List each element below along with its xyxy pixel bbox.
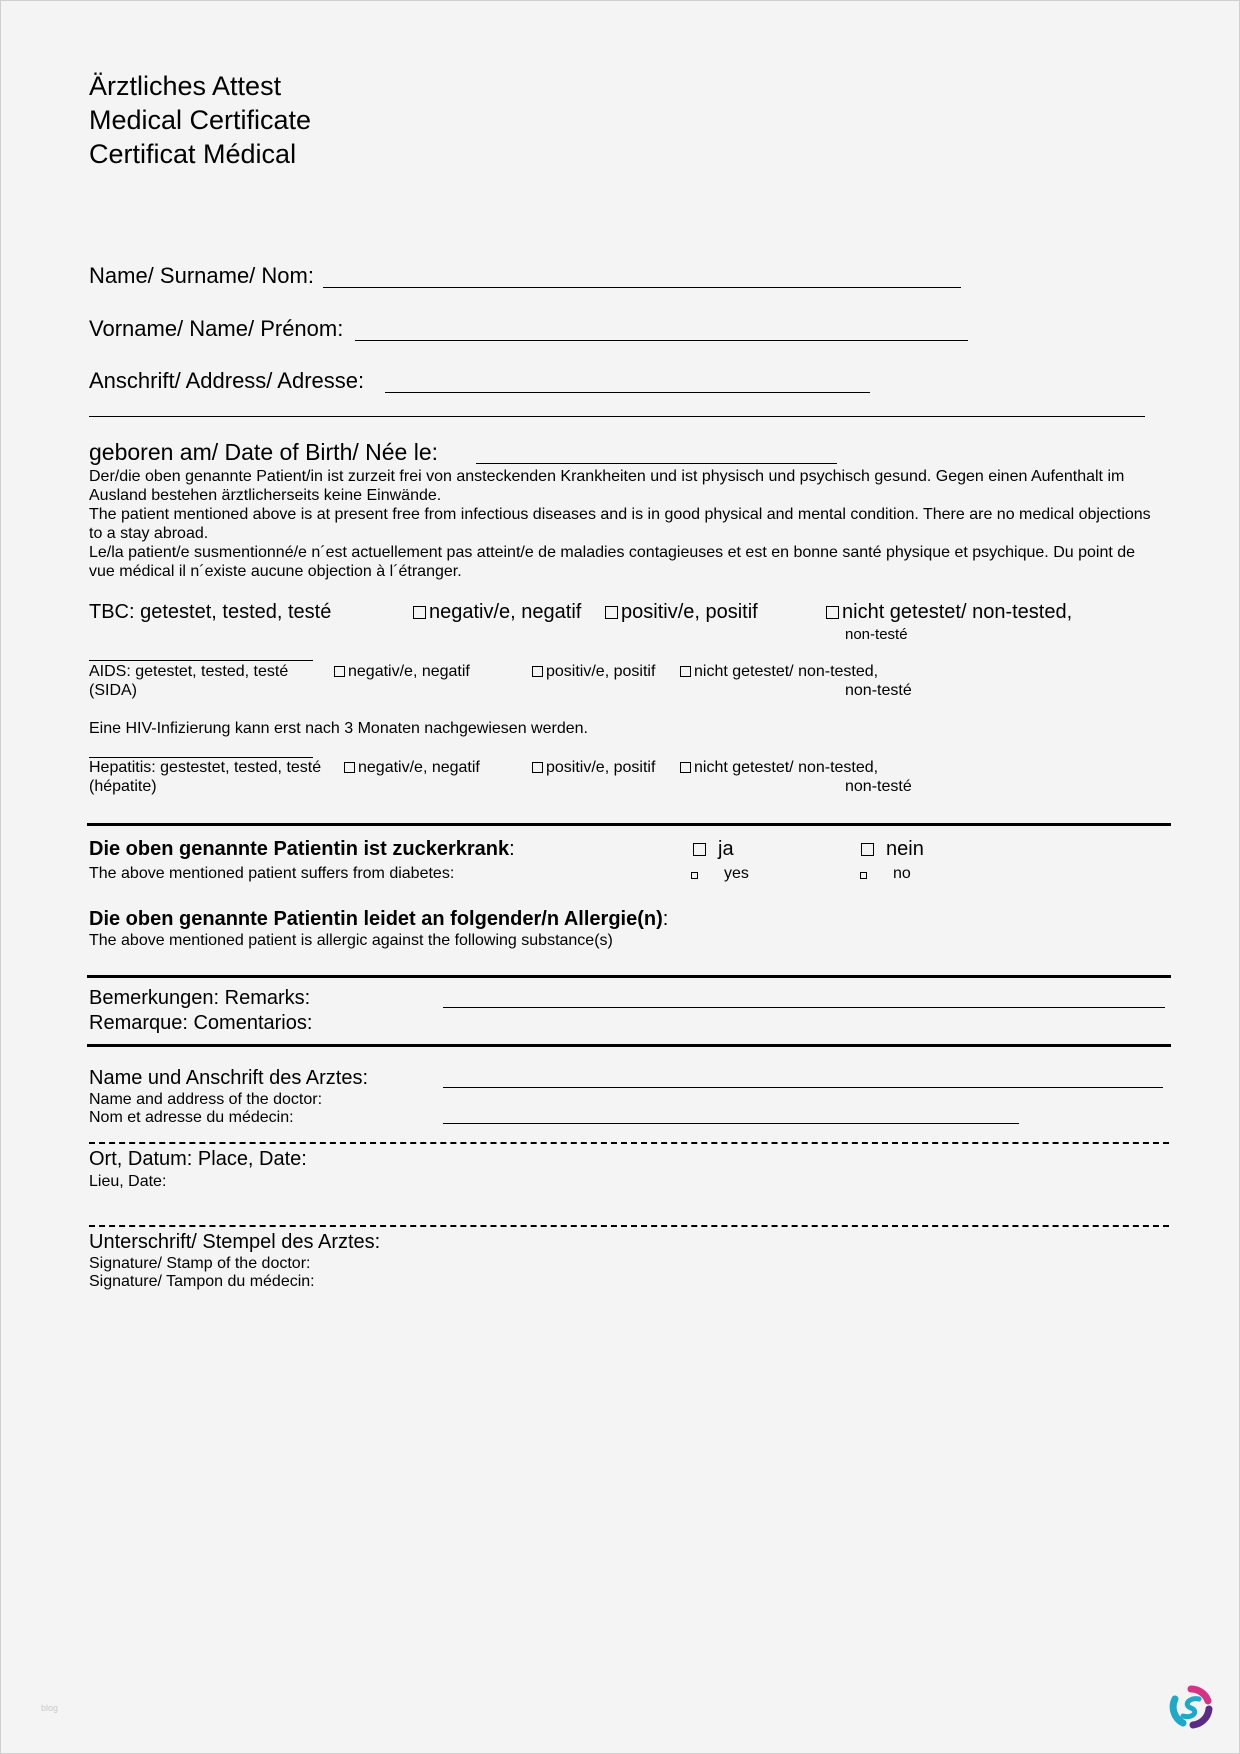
diabetes-yes-option[interactable]: ja [693, 838, 734, 861]
name-label: Name/ Surname/ Nom: [89, 263, 314, 288]
title-french: Certificat Médical [89, 139, 297, 169]
title-german: Ärztliches Attest [89, 71, 282, 101]
name-field[interactable] [323, 287, 961, 288]
hepatitis-positive-option[interactable]: positiv/e, positif [532, 759, 655, 777]
diabetes-yes-en: yes [691, 865, 749, 883]
doctor-label: Name und Anschrift des Arztes: [89, 1067, 369, 1089]
address-label: Anschrift/ Address/ Adresse: [89, 368, 365, 393]
aids-positive-checkbox[interactable] [532, 666, 543, 677]
diabetes-yes-checkbox[interactable] [693, 843, 706, 856]
diabetes-no-option[interactable]: nein [861, 838, 924, 861]
tbc-label: TBC: getestet, tested, testé [89, 601, 332, 623]
tbc-not-tested-option[interactable]: nicht getestet/ non-tested, [826, 601, 1072, 624]
doctor-address-field[interactable] [443, 1123, 1019, 1124]
signature-label-en: Signature/ Stamp of the doctor: [89, 1255, 311, 1272]
diabetes-no-small-checkbox[interactable] [860, 872, 867, 879]
hepatitis-positive-checkbox[interactable] [532, 762, 543, 773]
aids-not-tested-checkbox[interactable] [680, 666, 691, 677]
place-date-field[interactable] [89, 1225, 1169, 1227]
aids-label-sida: (SIDA) [89, 682, 137, 699]
aids-not-tested-fr: non-testé [845, 682, 912, 699]
allergy-label: Die oben genannte Patientin leidet an folgender/n Allergie(n): [89, 908, 669, 930]
diabetes-yes-small-checkbox[interactable] [691, 872, 698, 879]
hepatitis-negative-option[interactable]: negativ/e, negatif [344, 759, 480, 777]
section-divider-3 [87, 1044, 1171, 1047]
diabetes-label-en: The above mentioned patient suffers from diabetes: [89, 865, 455, 882]
tbc-positive-checkbox[interactable] [605, 606, 618, 619]
section-divider-1 [87, 823, 1171, 826]
allergy-label-en: The above mentioned patient is allergic against the following substance(s) [89, 932, 613, 949]
section-divider-2 [87, 975, 1171, 978]
doctor-label-en: Name and address of the doctor: [89, 1091, 323, 1108]
signature-label: Unterschrift/ Stempel des Arztes: [89, 1231, 381, 1253]
aids-label: AIDS: getestet, tested, testé [89, 663, 289, 680]
title-english: Medical Certificate [89, 105, 312, 135]
hepatitis-negative-checkbox[interactable] [344, 762, 355, 773]
hepatitis-not-tested-option[interactable]: nicht getestet/ non-tested, [680, 759, 878, 777]
doctor-label-fr: Nom et adresse du médecin: [89, 1109, 294, 1126]
hepatitis-not-tested-checkbox[interactable] [680, 762, 691, 773]
dob-field[interactable] [476, 463, 837, 464]
hepatitis-label: Hepatitis: gestestet, tested, testé [89, 759, 322, 776]
remarks-label-2: Remarque: Comentarios: [89, 1012, 313, 1034]
aids-negative-checkbox[interactable] [334, 666, 345, 677]
first-name-label: Vorname/ Name/ Prénom: [89, 316, 344, 341]
place-date-label-fr: Lieu, Date: [89, 1173, 167, 1190]
diabetes-no-en: no [860, 865, 911, 883]
remarks-field[interactable] [443, 1007, 1165, 1008]
separator-short-2 [89, 757, 313, 758]
address-field[interactable] [385, 392, 870, 393]
tbc-not-tested-fr: non-testé [845, 626, 908, 643]
doctor-divider [89, 1142, 1169, 1144]
circular-arrows-logo-icon [1169, 1685, 1213, 1729]
aids-positive-option[interactable]: positiv/e, positif [532, 663, 655, 681]
aids-not-tested-option[interactable]: nicht getestet/ non-tested, [680, 663, 878, 681]
hiv-note: Eine HIV-Infizierung kann erst nach 3 Monaten nachgewiesen werden. [89, 720, 588, 737]
aids-negative-option[interactable]: negativ/e, negatif [334, 663, 470, 681]
dob-label: geboren am/ Date of Birth/ Née le: [89, 439, 439, 465]
tbc-negative-option[interactable]: negativ/e, negatif [413, 601, 581, 624]
place-date-label: Ort, Datum: Place, Date: [89, 1148, 307, 1170]
address-field-line2[interactable] [89, 416, 1145, 417]
hepatitis-label-fr: (hépatite) [89, 778, 157, 795]
diabetes-label: Die oben genannte Patientin ist zuckerkrank: [89, 838, 515, 860]
hepatitis-not-tested-fr: non-testé [845, 778, 912, 795]
diabetes-no-checkbox[interactable] [861, 843, 874, 856]
first-name-field[interactable] [355, 340, 968, 341]
signature-label-fr: Signature/ Tampon du médecin: [89, 1273, 315, 1290]
doctor-name-field[interactable] [443, 1087, 1163, 1088]
remarks-label: Bemerkungen: Remarks: [89, 987, 311, 1009]
statement-german: Der/die oben genannte Patient/in ist zurzeit frei von ansteckenden Krankheiten und ist physisch und psychisch gesund. Gegen einen Aufenthalt im Ausland bestehen ärztlicherseits keine Einwände. [89, 468, 1125, 504]
tbc-positive-option[interactable]: positiv/e, positif [605, 601, 758, 624]
separator-short [89, 660, 313, 661]
statement-english: The patient mentioned above is at present free from infectious diseases and is in good physical and mental condition. There are no medical objections to a stay abroad. [89, 506, 1151, 542]
tbc-not-tested-checkbox[interactable] [826, 606, 839, 619]
watermark-text: blog [41, 1703, 59, 1713]
tbc-negative-checkbox[interactable] [413, 606, 426, 619]
statement-french: Le/la patient/e susmentionné/e n´est actuellement pas atteint/e de maladies contagieuses et est en bonne santé physique et psychique. Du point de vue médical il n´existe aucune objection à l´étranger. [89, 544, 1136, 580]
